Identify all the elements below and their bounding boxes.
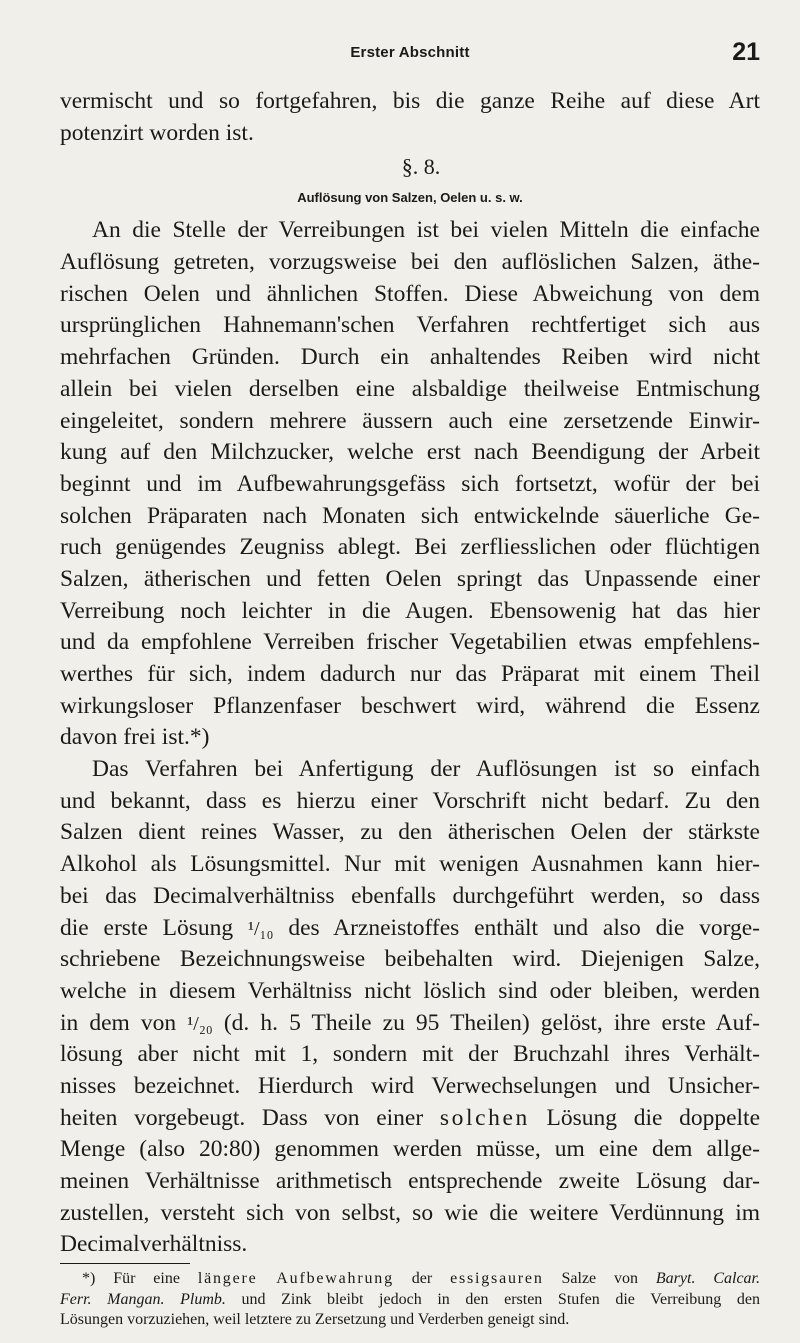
text-span: in dem von	[60, 1009, 177, 1036]
text-line: werthes für sich, indem dadurch nur das Präparat mit einem Theil	[60, 661, 760, 687]
fraction: ¹/₁₀	[248, 917, 274, 940]
text-line: Salzen dient reines Wasser, zu den ätherischen Oelen der stärkste	[60, 819, 760, 846]
text-line: eingeleitet, sondern mehrere äussern auch eine zersetzende Einwir-	[60, 407, 760, 434]
spaced-word: längere Aufbewahrung	[197, 1270, 394, 1287]
text-line: nisses bezeichnet. Hierdurch wird Verwechselungen und Unsicher-	[60, 1072, 760, 1099]
text-line: allein bei vielen derselben eine alsbaldige theilweise Entmischung	[60, 375, 760, 402]
text-line: Decimalverhältniss.	[60, 1231, 248, 1258]
text-line: potenzirt worden ist.	[60, 119, 254, 146]
text-span: (d. h. 5 Theile zu 95 Theilen) gelöst, ihre erste Auf-	[223, 1009, 761, 1036]
text-line	[60, 1103, 760, 1135]
text-line: Menge (also 20:80) genommen werden müsse, um eine dem allge-	[60, 1136, 760, 1163]
text-line: solchen Präparaten nach Monaten sich entwickelnde säuerliche Ge-	[60, 502, 760, 529]
text-span: des Arzneistoffes enthält und also die vorge-	[288, 914, 761, 941]
text-line: mehrfachen Gründen. Durch ein anhaltendes Reiben wird nicht	[60, 344, 760, 371]
text-span: Lösung die doppelte	[546, 1104, 760, 1131]
footnote-line: Lösungen vorzuziehen, weil letztere zu Zersetzung und Verderben geneigt sind.	[60, 1311, 570, 1328]
body-text	[60, 86, 760, 1261]
text-span: der	[411, 1270, 433, 1287]
italic-text: Ferr. Mangan. Plumb.	[60, 1290, 226, 1308]
text-line: meinen Verhältnisse arithmetisch entsprechende zweite Lösung dar-	[60, 1168, 760, 1194]
text-line: Alkohol als Lösungsmittel. Nur mit wenigen Ausnahmen kann hier-	[60, 851, 760, 878]
text-line: Auflösung getreten, vorzugsweise bei den auflöslichen Salzen, äthe-	[60, 249, 760, 276]
text-span: die erste Lösung	[60, 914, 234, 941]
spaced-word: solchen	[439, 1104, 530, 1131]
text-line: welche in diesem Verhältniss nicht löslich sind oder bleiben, werden	[60, 977, 760, 1004]
text-line: wirkungsloser Pflanzenfaser beschwert wird, während die Essenz	[60, 692, 760, 719]
text-line: zustellen, versteht sich von selbst, so wie die weitere Verdünnung im	[60, 1199, 760, 1226]
footnote-marker: *)	[82, 1270, 96, 1287]
spaced-word: essigsauren	[450, 1270, 544, 1287]
text-line: und da empfohlene Verreiben frischer Vegetabilien etwas empfehlens-	[60, 629, 760, 656]
section-title: Auflösung von Salzen, Oelen u. s. w.	[297, 190, 523, 206]
text-line: An die Stelle der Verreibungen ist bei vielen Mitteln die einfache	[92, 217, 760, 244]
footnote	[60, 1269, 760, 1331]
text-line: Salzen, ätherischen und fetten Oelen springt das Unpassende einer	[60, 565, 760, 592]
running-head	[60, 38, 760, 68]
section-number: §. 8.	[401, 154, 441, 180]
text-line: davon frei ist.*)	[60, 724, 210, 751]
text-span: Für eine	[113, 1270, 180, 1287]
fraction: ¹/₂₀	[187, 1012, 213, 1035]
footnote-divider	[60, 1263, 190, 1264]
footnote-line	[60, 1269, 760, 1290]
text-line: ursprünglichen Hahnemann'schen Verfahren rechtfertiget sich aus	[60, 312, 760, 339]
text-line: Verreibung noch leichter in die Augen. Ebensowenig hat das hier	[60, 597, 760, 624]
text-line: schriebene Bezeichnungsweise beibehalten wird. Diejenigen Salze,	[60, 946, 760, 973]
text-line: rischen Oelen und ähnlichen Stoffen. Diese Abweichung von dem	[60, 280, 760, 307]
text-span: heiten vorgebeugt. Dass von einer	[60, 1104, 424, 1131]
text-line	[60, 913, 760, 945]
text-span: und Zink bleibt jedoch in den ersten Stufen die Verreibung den	[241, 1290, 761, 1308]
text-line: ruch genügendes Zeugniss ablegt. Bei zerfliesslichen oder flüchtigen	[60, 534, 760, 561]
running-title: Erster Abschnitt	[350, 44, 470, 61]
text-line: Das Verfahren bei Anfertigung der Auflösungen ist so einfach	[92, 756, 760, 783]
italic-text: Baryt. Calcar.	[655, 1270, 760, 1287]
text-span: Salze von	[561, 1270, 639, 1287]
text-line: und bekannt, dass es hierzu einer Vorschrift nicht bedarf. Zu den	[60, 787, 760, 814]
text-line: kung auf den Milchzucker, welche erst nach Beendigung der Arbeit	[60, 439, 760, 466]
text-line	[60, 1008, 760, 1040]
page-number: 21	[732, 38, 760, 66]
footnote-line	[60, 1290, 760, 1311]
text-line: beginnt und im Aufbewahrungsgefäss sich fortsetzt, wofür der bei	[60, 470, 760, 497]
text-line: bei das Decimalverhältniss ebenfalls durchgeführt werden, so dass	[60, 882, 760, 909]
text-line: vermischt und so fortgefahren, bis die ganze Reihe auf diese Art	[60, 88, 760, 114]
text-line: lösung aber nicht mit 1, sondern mit der Bruchzahl ihres Verhält-	[60, 1041, 760, 1068]
